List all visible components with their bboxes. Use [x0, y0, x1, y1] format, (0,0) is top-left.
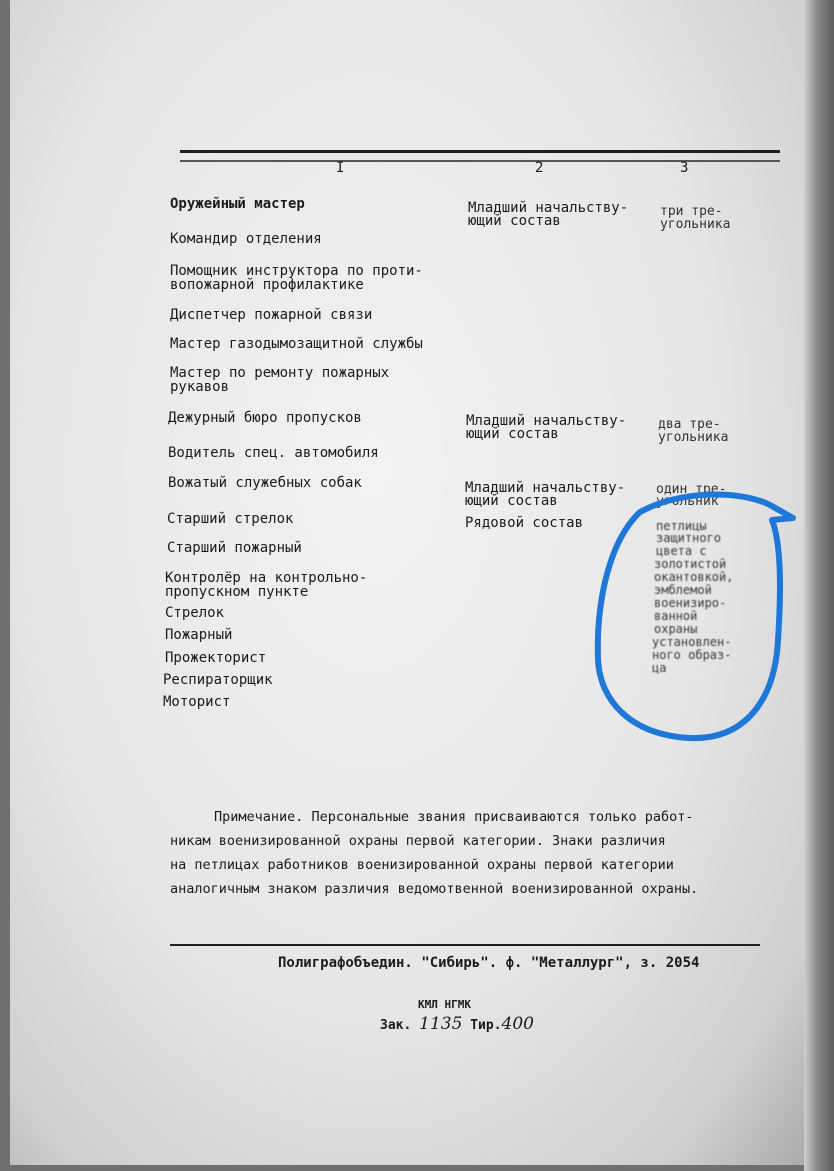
order-label: Зак. — [380, 1018, 412, 1033]
position-label: Мастер по ремонту пожарных — [170, 365, 390, 381]
category-label: ющий состав — [465, 493, 558, 509]
insignia-label: охраны — [654, 622, 698, 636]
note-line: на петлицах работников военизированной охраны первой категории — [170, 857, 674, 873]
insignia-label: эмблемой — [654, 583, 712, 597]
order-number: 1135 — [419, 1014, 463, 1034]
position-label: Дежурный бюро пропусков — [168, 410, 362, 426]
table-header-rule — [180, 160, 780, 162]
column-header-3: 3 — [680, 160, 689, 176]
insignia-label: угольник — [656, 494, 719, 509]
position-label: рукавов — [170, 379, 230, 395]
position-label: пропускном пункте — [165, 584, 309, 600]
insignia-label: военизиро- — [654, 596, 727, 610]
position-label: Мастер газодымозащитной службы — [170, 336, 423, 352]
insignia-label: угольника — [660, 217, 731, 232]
print-run-number: 400 — [501, 1014, 534, 1034]
insignia-label: два тре- — [658, 417, 721, 432]
stamp-order — [380, 1014, 534, 1034]
stamp-org: КМЛ НГМК — [418, 998, 471, 1011]
imprint-line: Полиграфобъедин. "Сибирь". ф. "Металлург", з. 2054 — [278, 955, 700, 971]
position-label: Пожарный — [165, 627, 233, 643]
position-label: Прожекторист — [165, 650, 267, 666]
column-header-1: I — [336, 160, 345, 176]
insignia-label: ванной — [654, 609, 698, 623]
position-label: Водитель спец. автомобиля — [168, 445, 379, 461]
category-label: Младший начальству- — [465, 480, 626, 496]
page-edge-shadow — [804, 0, 834, 1171]
position-label: Респираторщик — [163, 672, 273, 688]
position-label: Старший стрелок — [167, 511, 294, 527]
position-label: Диспетчер пожарной связи — [170, 307, 373, 323]
column-header-2: 2 — [535, 160, 544, 176]
note-line: аналогичным знаком различия ведомотвенной военизированной охраны. — [170, 881, 699, 897]
position-label: Моторист — [163, 694, 231, 710]
insignia-label: ца — [652, 661, 667, 675]
insignia-label: три тре- — [660, 204, 723, 219]
position-label: Помощник инструктора по проти- — [170, 263, 423, 279]
position-label: Старший пожарный — [167, 540, 302, 556]
insignia-label: цвета с — [656, 544, 707, 558]
category-label: Младший начальству- — [466, 413, 627, 429]
category-label: Младший начальству- — [468, 200, 629, 216]
table-top-rule — [180, 150, 780, 153]
print-run-label: Тир. — [470, 1018, 502, 1033]
position-label: Командир отделения — [170, 231, 322, 247]
note-paragraph — [170, 805, 770, 901]
insignia-label: золотистой — [654, 557, 727, 571]
imprint-rule — [170, 944, 760, 946]
note-line: Примечание. Персональные звания присваиваются только работ- — [214, 809, 694, 825]
category-label: ющий состав — [468, 213, 561, 229]
position-label: Оружейный мастер — [170, 196, 305, 212]
insignia-label: угольника — [658, 430, 729, 445]
position-label: Вожатый служебных собак — [168, 475, 362, 491]
insignia-label: один тре- — [656, 482, 727, 497]
insignia-label: петлицы — [656, 519, 707, 533]
insignia-label: ного образ- — [652, 648, 732, 662]
position-label: Контролёр на контрольно- — [165, 570, 368, 586]
insignia-label: защитного — [656, 531, 722, 545]
position-label: вопожарной профилактике — [170, 277, 364, 293]
document-page — [10, 0, 810, 1165]
category-label: Рядовой состав — [465, 515, 584, 531]
insignia-label: окантовкой, — [654, 570, 734, 584]
category-label: ющий состав — [466, 426, 559, 442]
position-label: Стрелок — [165, 605, 225, 621]
note-line: никам военизированной охраны первой категории. Знаки различия — [170, 833, 666, 849]
insignia-label: установлен- — [652, 635, 732, 649]
